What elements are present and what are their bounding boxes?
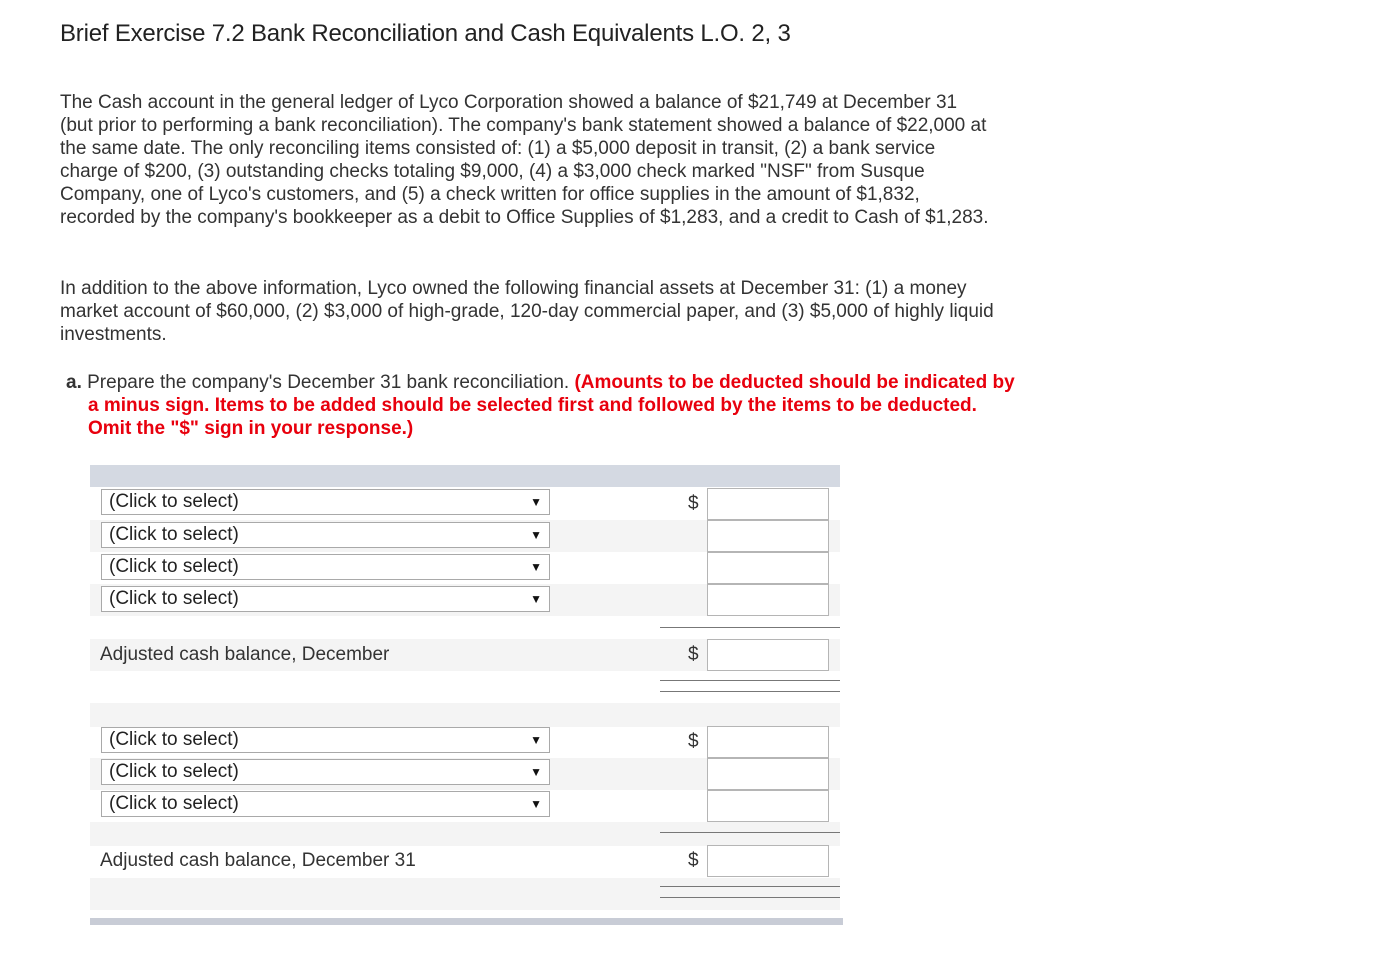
currency-symbol: $ [688,493,699,514]
amount-input-1[interactable] [707,488,829,520]
problem-paragraph-2: In addition to the above information, Lyco owned the following financial assets at December 31: (1) a money market account of $60,000, (2) $3,000 of high-grade, 120-day commercial paper, and (3) $5,000 of highly liquid investments. [60,278,994,345]
instruction-part-a [66,371,1018,440]
reconciling-item-select-1[interactable] [101,489,550,515]
problem-paragraph-1: The Cash account in the general ledger of Lyco Corporation showed a balance of $21,749 at December 31 (but prior to performing a bank reconciliation). The company's bank statement showed a balance of $22,000 at the same date. The only reconciling items consisted of: (1) a $5,000 deposit in transit, (2) a bank service charge of $200, (3) outstanding checks totaling $9,000, (4) a $3,000 check marked "NSF" from Susque Company, one of Lyco's customers, and (5) a check written for office supplies in the amount of $1,832, recorded by the company's bookkeeper as a debit to Office Supplies of $1,283, and a credit to Cash of $1,283. [60,92,989,228]
dropdown-arrow-icon: ▼ [530,733,542,747]
table-row-shade [90,822,840,846]
reconciling-item-select-7[interactable] [101,791,550,817]
dropdown-arrow-icon: ▼ [530,495,542,509]
table-row-shade [90,878,840,910]
double-rule-top [660,680,840,681]
table-header-band [90,465,840,487]
instruction-text: Prepare the company's December 31 bank reconciliation. [81,372,575,393]
instruction-label: a. [66,372,82,393]
adjusted-balance-input-1[interactable] [707,639,829,671]
select-value: (Click to select) [109,793,239,814]
select-value: (Click to select) [109,556,239,577]
adjusted-balance-input-2[interactable] [707,845,829,877]
instruction-emphasis: (Amounts to be deducted should be indicated by a minus sign. Items to be added should be selected first and followed by the items to be deducted. Omit the "$" sign in your response.) [88,372,1015,439]
currency-symbol: $ [688,850,699,871]
adjusted-balance-label-1: Adjusted cash balance, December [100,644,390,665]
reconciling-item-select-6[interactable] [101,759,550,785]
amount-input-6[interactable] [707,758,829,790]
dropdown-arrow-icon: ▼ [530,560,542,574]
amount-input-7[interactable] [707,790,829,822]
currency-symbol: $ [688,644,699,665]
select-value: (Click to select) [109,491,239,512]
amount-input-4[interactable] [707,584,829,616]
select-value: (Click to select) [109,761,239,782]
dropdown-arrow-icon: ▼ [530,592,542,606]
select-value: (Click to select) [109,588,239,609]
reconciling-item-select-3[interactable] [101,554,550,580]
currency-symbol: $ [688,731,699,752]
reconciling-item-select-5[interactable] [101,727,550,753]
subtotal-rule [660,627,840,628]
double-rule-bottom [660,897,840,898]
page-title: Brief Exercise 7.2 Bank Reconciliation and Cash Equivalents L.O. 2, 3 [60,20,791,47]
select-value: (Click to select) [109,729,239,750]
dropdown-arrow-icon: ▼ [530,528,542,542]
select-value: (Click to select) [109,524,239,545]
subtotal-rule [660,832,840,833]
amount-input-3[interactable] [707,552,829,584]
amount-input-2[interactable] [707,520,829,552]
amount-input-5[interactable] [707,726,829,758]
table-row-shade [90,703,840,727]
table-footer-band [90,918,843,925]
double-rule-bottom [660,691,840,692]
reconciling-item-select-4[interactable] [101,586,550,612]
reconciling-item-select-2[interactable] [101,522,550,548]
dropdown-arrow-icon: ▼ [530,765,542,779]
dropdown-arrow-icon: ▼ [530,797,542,811]
double-rule-top [660,886,840,887]
adjusted-balance-label-2: Adjusted cash balance, December 31 [100,850,416,871]
